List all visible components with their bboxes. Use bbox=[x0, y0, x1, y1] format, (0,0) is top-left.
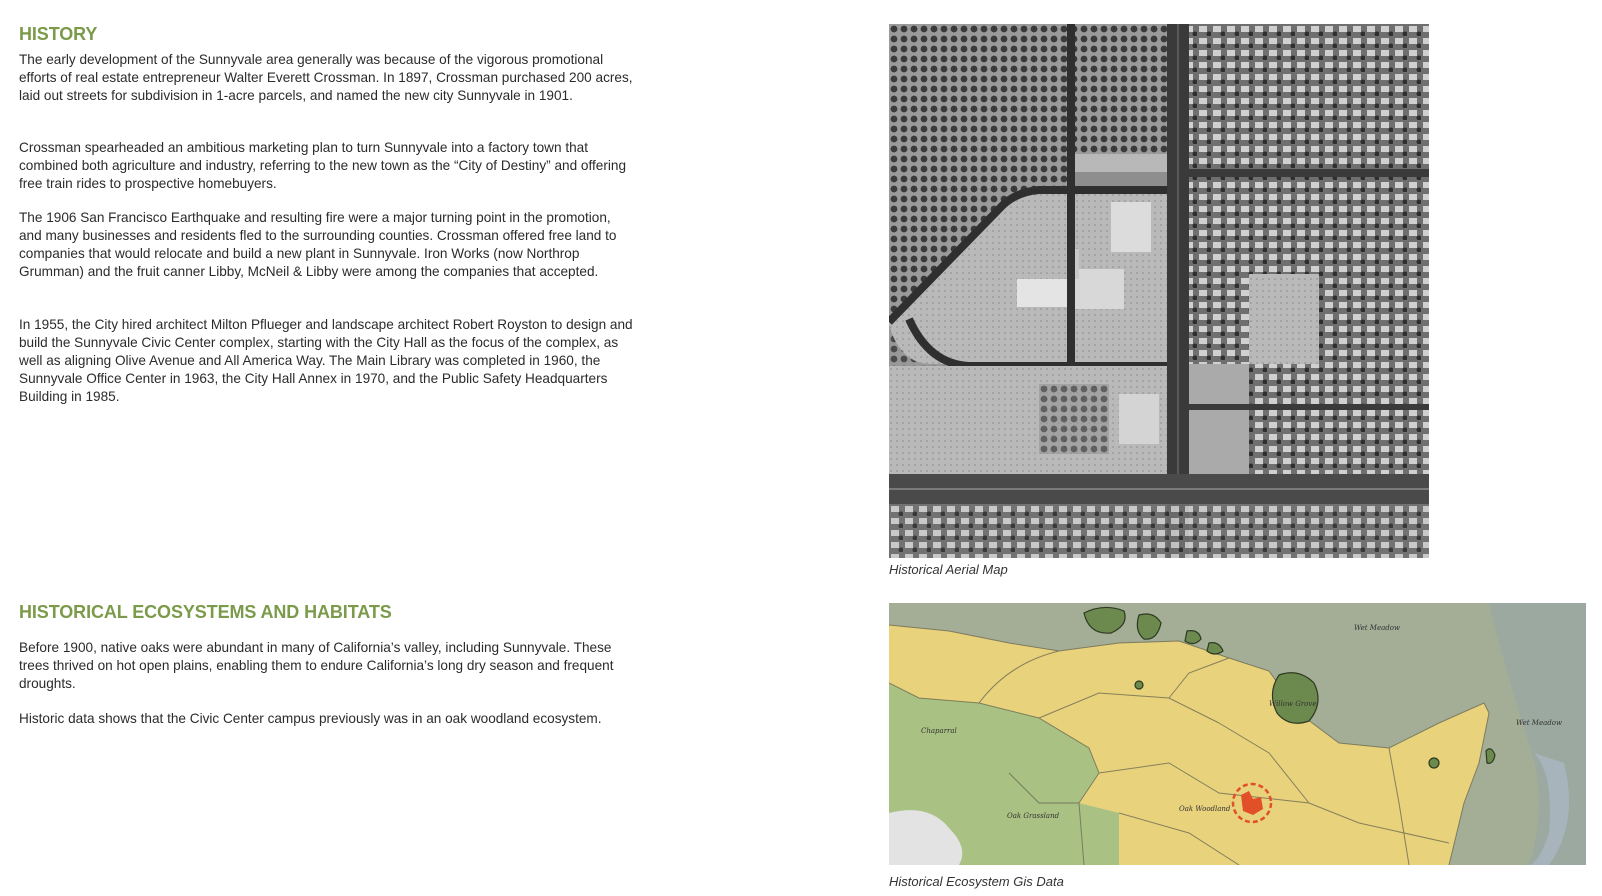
label-wet-meadow-top: Wet Meadow bbox=[1354, 624, 1400, 632]
history-paragraph-4: In 1955, the City hired architect Milton Pflueger and landscape architect Robert Royston to design and build the Sunnyvale Civic Center complex, starting with the City Hall as the focus of the complex, as well as aligning Olive Avenue and All America Way. The Main Library was completed in 1960, the Sunnyvale Office Center in 1963, the City Hall Annex in 1970, and the Public Safety Headquarters Building in 1985. bbox=[19, 317, 633, 404]
history-paragraph-1: The early development of the Sunnyvale area generally was because of the vigorous promotional efforts of real estate entrepreneur Walter Everett Crossman. In 1897, Crossman purchased 200 acres, laid out streets for subdivision in 1-acre parcels, and named the new city Sunnyvale in 1901. bbox=[19, 52, 633, 103]
historical-aerial-photo bbox=[889, 24, 1429, 558]
label-willow-grove: Willow Grove bbox=[1269, 700, 1317, 708]
ecosystem-gis-map bbox=[889, 603, 1586, 865]
history-paragraph-3: The 1906 San Francisco Earthquake and resulting fire were a major turning point in the promotion, and many businesses and residents fled to the surrounding counties. Crossman offered free land to companies that would relocate and build a new plant in Sunnyvale. Iron Works (now Northrop Grumman) and the fruit canner Libby, McNeil & Libby were among the companies that accepted. bbox=[19, 210, 617, 279]
label-chaparral: Chaparral bbox=[921, 727, 957, 735]
ecosystems-heading: HISTORICAL ECOSYSTEMS AND HABITATS bbox=[19, 602, 392, 622]
label-wet-meadow-right: Wet Meadow bbox=[1516, 719, 1562, 727]
label-oak-grassland: Oak Grassland bbox=[1007, 812, 1060, 820]
ecosystem-map-caption: Historical Ecosystem Gis Data bbox=[889, 874, 1064, 889]
ecosystems-paragraph-2: Historic data shows that the Civic Center campus previously was in an oak woodland ecosystem. bbox=[19, 711, 602, 726]
history-heading: HISTORY bbox=[19, 24, 98, 44]
aerial-map-caption: Historical Aerial Map bbox=[889, 562, 1008, 577]
ecosystems-paragraph-1: Before 1900, native oaks were abundant in many of California’s valley, including Sunnyvale. These trees thrived on hot open plains, enabling them to endure California’s long dry season and frequent droughts. bbox=[19, 640, 614, 691]
history-paragraph-2: Crossman spearheaded an ambitious marketing plan to turn Sunnyvale into a factory town that combined both agriculture and industry, referring to the new town as the “City of Destiny” and offering free train rides to prospective homebuyers. bbox=[19, 140, 627, 191]
label-oak-woodland: Oak Woodland bbox=[1179, 805, 1231, 813]
